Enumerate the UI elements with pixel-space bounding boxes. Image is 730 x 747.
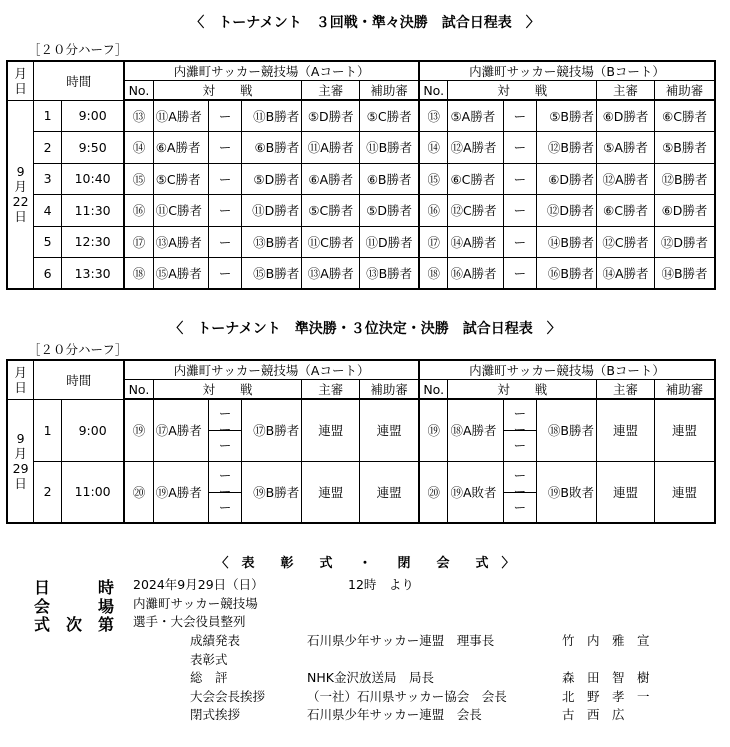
ref-header: 主審 — [302, 380, 360, 400]
table-row — [7, 226, 715, 258]
final-schedule-table — [6, 359, 716, 524]
versus-stack — [504, 468, 535, 516]
assistant-referee: ⑥C勝者 — [655, 100, 716, 132]
no-header: No. — [124, 380, 153, 400]
home-team: ⑤C勝者 — [153, 163, 209, 195]
ceremony-item-org: 石川県少年サッカー連盟 理事長 — [307, 633, 495, 648]
round3-schedule-table — [6, 60, 716, 290]
referee: 連盟 — [302, 399, 360, 461]
home-team: ⑥C勝者 — [448, 163, 504, 195]
dash: ー — [218, 499, 232, 515]
round-number: 4 — [34, 195, 62, 227]
ceremony-title: 〈 表 彰 式 ・ 閉 会 式 〉 — [215, 556, 515, 571]
no-header: No. — [419, 81, 448, 101]
table-row — [7, 399, 715, 461]
table-row — [7, 461, 715, 523]
home-team: ⑲A勝者 — [153, 461, 209, 523]
match-no: ⑲ — [419, 399, 448, 461]
referee: 連盟 — [596, 461, 654, 523]
versus-stack — [209, 406, 240, 454]
away-team: ⑫D勝者 — [536, 195, 596, 227]
dash: ー — [513, 499, 527, 515]
table-row — [7, 132, 715, 164]
match-header: 対 戦 — [448, 380, 597, 400]
versus-dash: ー — [209, 132, 241, 164]
versus-dash: ー — [209, 226, 241, 258]
match-time: 13:30 — [62, 258, 125, 290]
ceremony-item-name: 森 田 智 樹 — [562, 670, 650, 685]
versus-dash: ー — [504, 258, 536, 290]
assistant-referee: ⑥B勝者 — [360, 163, 419, 195]
versus-dash: ー — [209, 163, 241, 195]
month-day-header: 月 日 — [7, 360, 34, 399]
ceremony-item-label: 表彰式 — [190, 651, 228, 667]
match-time: 9:00 — [62, 100, 125, 132]
dash: ー — [218, 438, 232, 454]
court-a-header: 内灘町サッカー競技場（Aコート） — [124, 360, 419, 380]
home-team: ⑱A勝者 — [448, 399, 504, 461]
home-team: ⑪A勝者 — [153, 100, 209, 132]
dash: ー — [513, 406, 527, 422]
assistant-referee: ⑪D勝者 — [360, 226, 419, 258]
assistant-referee: ⑬B勝者 — [360, 258, 419, 290]
dash: ー — [513, 422, 527, 438]
assistant-referee: ⑤B勝者 — [655, 132, 716, 164]
referee: 連盟 — [302, 461, 360, 523]
court-a-header: 内灘町サッカー競技場（Aコート） — [124, 61, 419, 81]
match-time: 12:30 — [62, 226, 125, 258]
referee: ⑥C勝者 — [596, 195, 654, 227]
final-title: 〈 トーナメント 準決勝・３位決定・決勝 試合日程表 〉 — [169, 321, 561, 337]
referee: ⑤C勝者 — [302, 195, 360, 227]
round3-half-label: ［２０分ハーフ］ — [28, 42, 128, 57]
versus-dash: ー — [209, 258, 241, 290]
match-header: 対 戦 — [448, 81, 597, 101]
assistant-referee: ⑪B勝者 — [360, 132, 419, 164]
assistant-referee: 連盟 — [360, 461, 419, 523]
home-team: ⑭A勝者 — [448, 226, 504, 258]
ast-header: 補助審 — [360, 81, 419, 101]
ceremony-item-org: NHK金沢放送局 局長 — [307, 670, 434, 685]
match-time: 9:00 — [62, 399, 125, 461]
versus-dashes — [504, 461, 536, 523]
away-team: ⑫B勝者 — [536, 132, 596, 164]
away-team: ⑤B勝者 — [536, 100, 596, 132]
ceremony-date-value: 2024年9月29日（日） — [133, 577, 264, 592]
match-header: 対 戦 — [153, 380, 302, 400]
ast-header: 補助審 — [655, 81, 716, 101]
home-team: ⑤A勝者 — [448, 100, 504, 132]
referee: ⑤A勝者 — [596, 132, 654, 164]
assistant-referee: ⑭B勝者 — [655, 258, 716, 290]
versus-dash: ー — [504, 195, 536, 227]
home-team: ⑮A勝者 — [153, 258, 209, 290]
match-no: ⑰ — [124, 226, 153, 258]
ceremony-item-name: 北 野 孝 一 — [562, 688, 650, 704]
match-no: ⑯ — [124, 195, 153, 227]
ceremony-venue-value: 内灘町サッカー競技場 — [133, 596, 258, 611]
match-no: ⑭ — [124, 132, 153, 164]
versus-dash: ー — [209, 100, 241, 132]
home-team: ⑥A勝者 — [153, 132, 209, 164]
away-team: ⑱B勝者 — [536, 399, 596, 461]
ceremony-item-name: 竹 内 雅 宣 — [562, 633, 650, 648]
ceremony-program-label: 式 次 第 — [34, 615, 115, 634]
versus-dash: ー — [504, 132, 536, 164]
away-team: ⑮B勝者 — [241, 258, 301, 290]
round3-title: 〈 トーナメント ３回戦・準々決勝 試合日程表 〉 — [190, 15, 540, 31]
time-header: 時間 — [34, 61, 125, 100]
month-day-header: 月 日 — [7, 61, 34, 100]
ast-header: 補助審 — [655, 380, 716, 400]
away-team: ⑯B勝者 — [536, 258, 596, 290]
away-team: ⑭B勝者 — [536, 226, 596, 258]
match-no: ⑮ — [419, 163, 448, 195]
ceremony-item-label: 総 評 — [190, 670, 228, 685]
home-team: ⑯A勝者 — [448, 258, 504, 290]
away-team: ⑪D勝者 — [241, 195, 301, 227]
ceremony-item-org: 石川県少年サッカー連盟 会長 — [307, 707, 482, 722]
no-header: No. — [124, 81, 153, 101]
match-time: 11:00 — [62, 461, 125, 523]
dash: ー — [218, 406, 232, 422]
date-cell: 9 月 29 日 — [7, 399, 34, 523]
assistant-referee: ⑥D勝者 — [655, 195, 716, 227]
ceremony-program-first: 選手・大会役員整列 — [133, 614, 246, 629]
assistant-referee: ⑫B勝者 — [655, 163, 716, 195]
match-time: 11:30 — [62, 195, 125, 227]
match-no: ⑰ — [419, 226, 448, 258]
home-team: ⑬A勝者 — [153, 226, 209, 258]
match-no: ⑲ — [124, 399, 153, 461]
away-team: ⑤D勝者 — [241, 163, 301, 195]
ceremony-venue-label: 会 場 — [34, 597, 115, 616]
referee: ⑫A勝者 — [596, 163, 654, 195]
versus-dashes — [209, 461, 241, 523]
assistant-referee: ⑤C勝者 — [360, 100, 419, 132]
table-row — [7, 195, 715, 227]
court-b-header: 内灘町サッカー競技場（Bコート） — [419, 360, 715, 380]
assistant-referee: 連盟 — [655, 399, 716, 461]
round-number: 3 — [34, 163, 62, 195]
home-team: ⑪C勝者 — [153, 195, 209, 227]
assistant-referee: 連盟 — [655, 461, 716, 523]
round-number: 2 — [34, 132, 62, 164]
away-team: ⑬B勝者 — [241, 226, 301, 258]
home-team: ⑫A勝者 — [448, 132, 504, 164]
ceremony-item-name: 古 西 広 — [562, 707, 625, 722]
away-team: ⑰B勝者 — [241, 399, 301, 461]
referee: ⑭A勝者 — [596, 258, 654, 290]
versus-dash: ー — [209, 195, 241, 227]
ceremony-item-label: 成績発表 — [190, 633, 241, 648]
referee: ⑥A勝者 — [302, 163, 360, 195]
assistant-referee: 連盟 — [360, 399, 419, 461]
versus-dash: ー — [504, 100, 536, 132]
table-row — [7, 163, 715, 195]
ref-header: 主審 — [596, 380, 654, 400]
away-team: ⑪B勝者 — [241, 100, 301, 132]
time-header: 時間 — [34, 360, 125, 399]
dash: ー — [513, 438, 527, 454]
match-time: 9:50 — [62, 132, 125, 164]
match-no: ⑯ — [419, 195, 448, 227]
versus-stack — [504, 406, 535, 454]
dash: ー — [218, 422, 232, 438]
ceremony-time-value: 12時 より — [348, 577, 414, 592]
ceremony-item-org: （一社）石川県サッカー協会 会長 — [307, 688, 507, 704]
referee: ⑪A勝者 — [302, 132, 360, 164]
referee: 連盟 — [596, 399, 654, 461]
match-no: ⑮ — [124, 163, 153, 195]
assistant-referee: ⑤D勝者 — [360, 195, 419, 227]
ast-header: 補助審 — [360, 380, 419, 400]
dash: ー — [218, 483, 232, 499]
match-time: 10:40 — [62, 163, 125, 195]
table-row — [7, 100, 715, 132]
match-no: ⑳ — [124, 461, 153, 523]
match-no: ⑱ — [124, 258, 153, 290]
ref-header: 主審 — [596, 81, 654, 101]
versus-dash: ー — [504, 226, 536, 258]
away-team: ⑲B敗者 — [536, 461, 596, 523]
ceremony-item-label: 閉式挨拶 — [190, 707, 241, 722]
match-header: 対 戦 — [153, 81, 302, 101]
versus-dashes — [504, 399, 536, 461]
match-no: ⑭ — [419, 132, 448, 164]
table-row — [7, 258, 715, 290]
round-number: 2 — [34, 461, 62, 523]
ceremony-date-label: 日 時 — [34, 578, 115, 597]
round-number: 1 — [34, 399, 62, 461]
versus-dashes — [209, 399, 241, 461]
dash: ー — [218, 467, 232, 483]
assistant-referee: ⑫D勝者 — [655, 226, 716, 258]
match-no: ⑱ — [419, 258, 448, 290]
away-team: ⑥B勝者 — [241, 132, 301, 164]
referee: ⑫C勝者 — [596, 226, 654, 258]
final-half-label: ［２０分ハーフ］ — [28, 342, 128, 357]
home-team: ⑫C勝者 — [448, 195, 504, 227]
round-number: 1 — [34, 100, 62, 132]
referee: ⑤D勝者 — [302, 100, 360, 132]
dash: ー — [513, 467, 527, 483]
no-header: No. — [419, 380, 448, 400]
home-team: ⑰A勝者 — [153, 399, 209, 461]
referee: ⑪C勝者 — [302, 226, 360, 258]
dash: ー — [513, 483, 527, 499]
away-team: ⑲B勝者 — [241, 461, 301, 523]
referee: ⑥D勝者 — [596, 100, 654, 132]
match-no: ⑳ — [419, 461, 448, 523]
round-number: 6 — [34, 258, 62, 290]
match-no: ⑬ — [419, 100, 448, 132]
date-cell: 9 月 22 日 — [7, 100, 34, 289]
match-no: ⑬ — [124, 100, 153, 132]
away-team: ⑥D勝者 — [536, 163, 596, 195]
round-number: 5 — [34, 226, 62, 258]
referee: ⑬A勝者 — [302, 258, 360, 290]
versus-dash: ー — [504, 163, 536, 195]
home-team: ⑲A敗者 — [448, 461, 504, 523]
court-b-header: 内灘町サッカー競技場（Bコート） — [419, 61, 715, 81]
versus-stack — [209, 468, 240, 516]
ref-header: 主審 — [302, 81, 360, 101]
ceremony-item-label: 大会会長挨拶 — [190, 688, 266, 704]
